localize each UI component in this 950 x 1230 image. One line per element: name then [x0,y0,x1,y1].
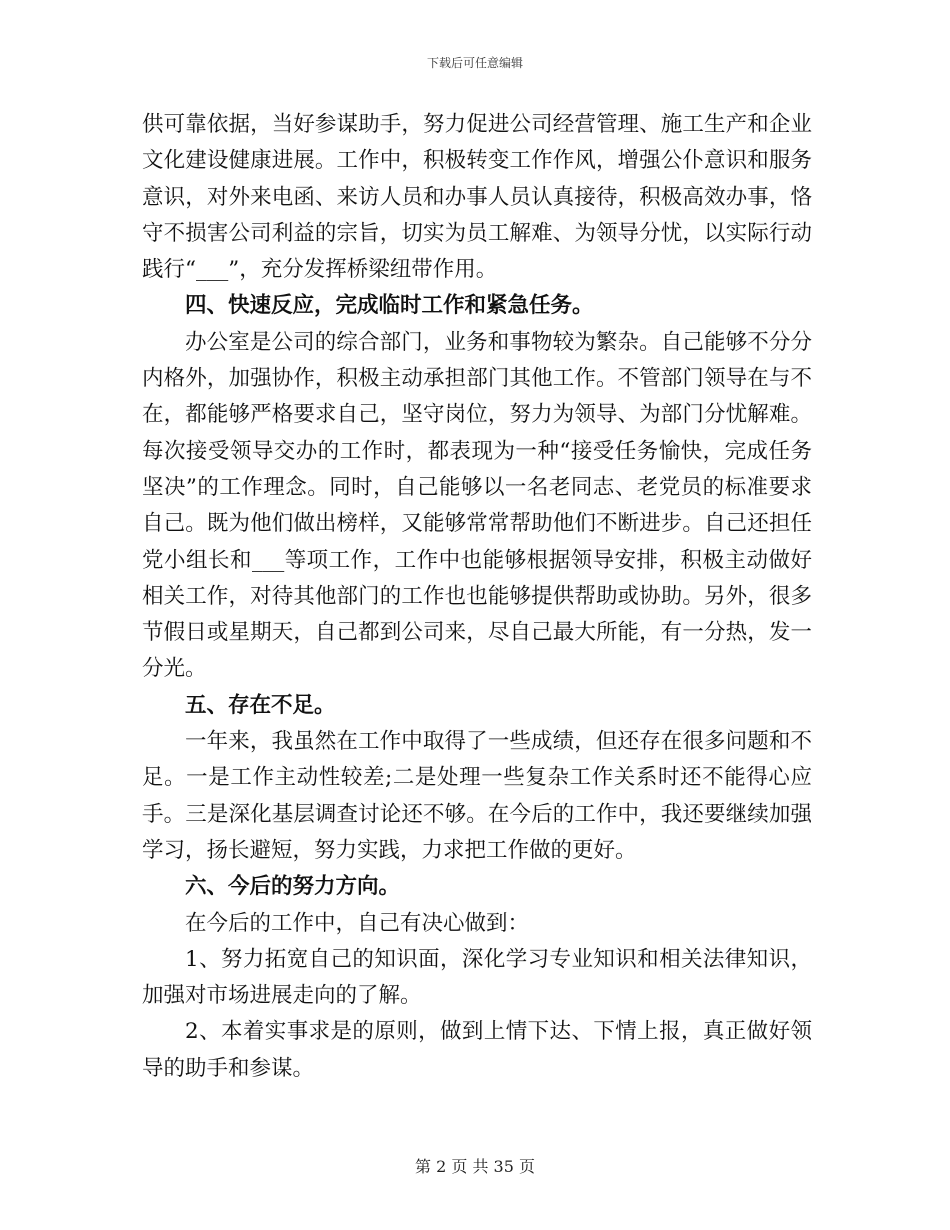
paragraph-section-4: 办公室是公司的综合部门，业务和事物较为繁杂。自己能够不分分内格外，加强协作，积极主动承担部门其他工作。不管部门领导在与不在，都能够严格要求自己，坚守岗位，努力为领导、为部门分忧解难。每次接受领导交办的工作时，都表现为一种“接受任务愉快，完成任务坚决”的工作理念。同时，自己能够以一名老同志、老党员的标准要求自己。既为他们做出榜样，又能够常常帮助他们不断进步。自己还担任党小组长和___等项工作，工作中也能够根据领导安排，积极主动做好相关工作，对待其他部门的工作也也能够提供帮助或协助。另外，很多节假日或星期天，自己都到公司来，尽自己最大所能，有一分热，发一分光。 [142,329,812,682]
document-body [142,107,812,1087]
list-item-2: 2、本着实事求是的原则，做到上情下达、下情上报，真正做好领导的助手和参谋。 [142,1019,812,1081]
paragraph-continued: 供可靠依据，当好参谋助手，努力促进公司经营管理、施工生产和企业文化建设健康进展。工作中，积极转变工作作风，增强公仆意识和服务意识，对外来电函、来访人员和办事人员认真接待，积极高效办事，恪守不损害公司利益的宗旨，切实为员工解难、为领导分忧，以实际行动践行“___”，充分发挥桥梁纽带作用。 [142,112,812,283]
section-heading-6: 六、今后的努力方向。 [185,874,401,900]
list-item-1: 1、努力拓宽自己的知识面，深化学习专业知识和相关法律知识，加强对市场进展走向的了解。 [142,946,812,1009]
section-heading-4: 四、快速反应，完成临时工作和紧急任务。 [185,293,594,319]
paragraph-section-6-intro: 在今后的工作中，自己有决心做到： [185,910,530,936]
page-number: 第 2 页 共 35 页 [415,1157,535,1176]
section-heading-5: 五、存在不足。 [185,692,336,718]
page-header-note: 下载后可任意编辑 [426,56,523,70]
paragraph-section-5: 一年来，我虽然在工作中取得了一些成绩，但还存在很多问题和不足。一是工作主动性较差;二是处理一些复杂工作关系时还不能得心应手。三是深化基层调查讨论还不够。在今后的工作中，我还要继续加强学习，扬长避短，努力实践，力求把工作做的更好。 [142,729,812,863]
